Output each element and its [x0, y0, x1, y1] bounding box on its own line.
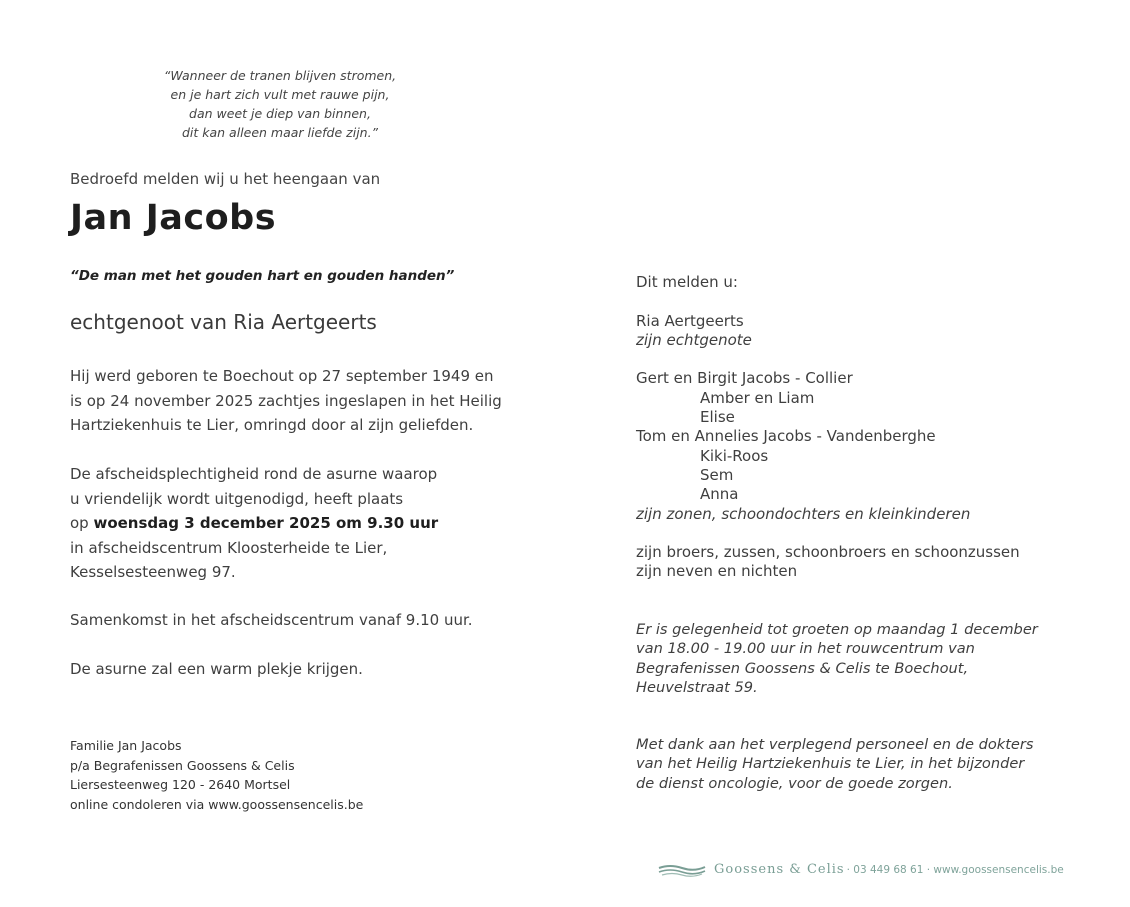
family-contact — [70, 736, 363, 814]
birth-line: Hartziekenhuis te Lier, omringd door al zijn geliefden. — [70, 416, 474, 434]
thanks-line: van het Heilig Hartziekenhuis te Lier, in het bijzonder — [636, 755, 1025, 773]
family-member: Tom en Annelies Jacobs - Vandenberghe — [636, 427, 936, 446]
children-role: zijn zonen, schoondochters en kleinkinderen — [636, 504, 971, 523]
birth-line: is op 24 november 2025 zachtjes ingeslapen in het Heilig — [70, 391, 502, 410]
spouse-name: Ria Aertgeerts — [636, 311, 744, 330]
motto: “De man met het gouden hart en gouden handen” — [70, 268, 455, 284]
ceremony-paragraph — [70, 462, 540, 585]
visitation-line: van 18.00 - 19.00 uur in het rouwcentrum van — [636, 640, 975, 658]
birth-line: Hij werd geboren te Boechout op 27 september 1949 en — [70, 367, 494, 385]
grandchild: Elise — [700, 408, 735, 427]
siblings-line: zijn broers, zussen, schoonbroers en schoonzussen — [636, 543, 1020, 562]
footer-contact: · 03 449 68 61 · www.goossensencelis.be — [846, 863, 1064, 876]
urn-text: De asurne zal een warm plekje krijgen. — [70, 660, 363, 678]
poem — [150, 66, 410, 142]
poem-line: en je hart zich vult met rauwe pijn, — [170, 87, 390, 102]
footer-brand: Goossens & Celis — [714, 862, 845, 877]
footer — [658, 862, 1064, 877]
poem-line: dan weet je diep van binnen, — [189, 106, 371, 121]
spouse-role: zijn echtgenote — [636, 330, 752, 349]
grandchild: Kiki-Roos — [700, 446, 769, 465]
deceased-name: Jan Jacobs — [70, 198, 277, 238]
ceremony-line: De afscheidsplechtigheid rond de asurne waarop — [70, 465, 438, 483]
announcement-list — [636, 273, 1076, 582]
birth-paragraph — [70, 364, 540, 438]
ceremony-date-prefix: op — [70, 514, 94, 532]
thanks-line: de dienst oncologie, voor de goede zorgen. — [636, 774, 953, 792]
poem-line: dit kan alleen maar liefde zijn.” — [181, 125, 379, 140]
ceremony-line: u vriendelijk wordt uitgenodigd, heeft plaats — [70, 489, 404, 508]
thanks-line: Met dank aan het verplegend personeel en de dokters — [636, 736, 1034, 753]
thanks-note — [636, 735, 1066, 793]
visitation-note — [636, 620, 1066, 697]
visitation-line: Begrafenissen Goossens & Celis te Boechout, — [636, 659, 969, 677]
grandchild: Sem — [700, 465, 734, 484]
ceremony-line: Kesselsesteenweg 97. — [70, 563, 236, 581]
spouse-line: echtgenoot van Ria Aertgeerts — [70, 310, 377, 334]
contact-line: Liersesteenweg 120 - 2640 Mortsel — [70, 777, 291, 792]
visitation-line: Er is gelegenheid tot groeten op maandag 1 december — [636, 621, 1038, 638]
grandchild: Anna — [700, 485, 739, 504]
announce-header: Dit melden u: — [636, 273, 738, 291]
grandchild: Amber en Liam — [700, 388, 815, 407]
intro-text: Bedroefd melden wij u het heengaan van — [70, 170, 381, 188]
wave-logo-icon — [658, 863, 706, 877]
ceremony-date-line — [70, 511, 540, 536]
cousins-line: zijn neven en nichten — [636, 562, 798, 581]
ceremony-date: woensdag 3 december 2025 om 9.30 uur — [93, 514, 439, 532]
contact-line: p/a Begrafenissen Goossens & Celis — [70, 757, 295, 773]
poem-line: “Wanneer de tranen blijven stromen, — [163, 68, 397, 83]
ceremony-line: in afscheidscentrum Kloosterheide te Lier, — [70, 538, 388, 557]
contact-line: Familie Jan Jacobs — [70, 738, 182, 753]
visitation-line: Heuvelstraat 59. — [636, 678, 758, 696]
family-member: Gert en Birgit Jacobs - Collier — [636, 369, 853, 388]
contact-line: online condoleren via www.goossensencelis.be — [70, 796, 364, 812]
gathering-text: Samenkomst in het afscheidscentrum vanaf 9.10 uur. — [70, 611, 473, 629]
